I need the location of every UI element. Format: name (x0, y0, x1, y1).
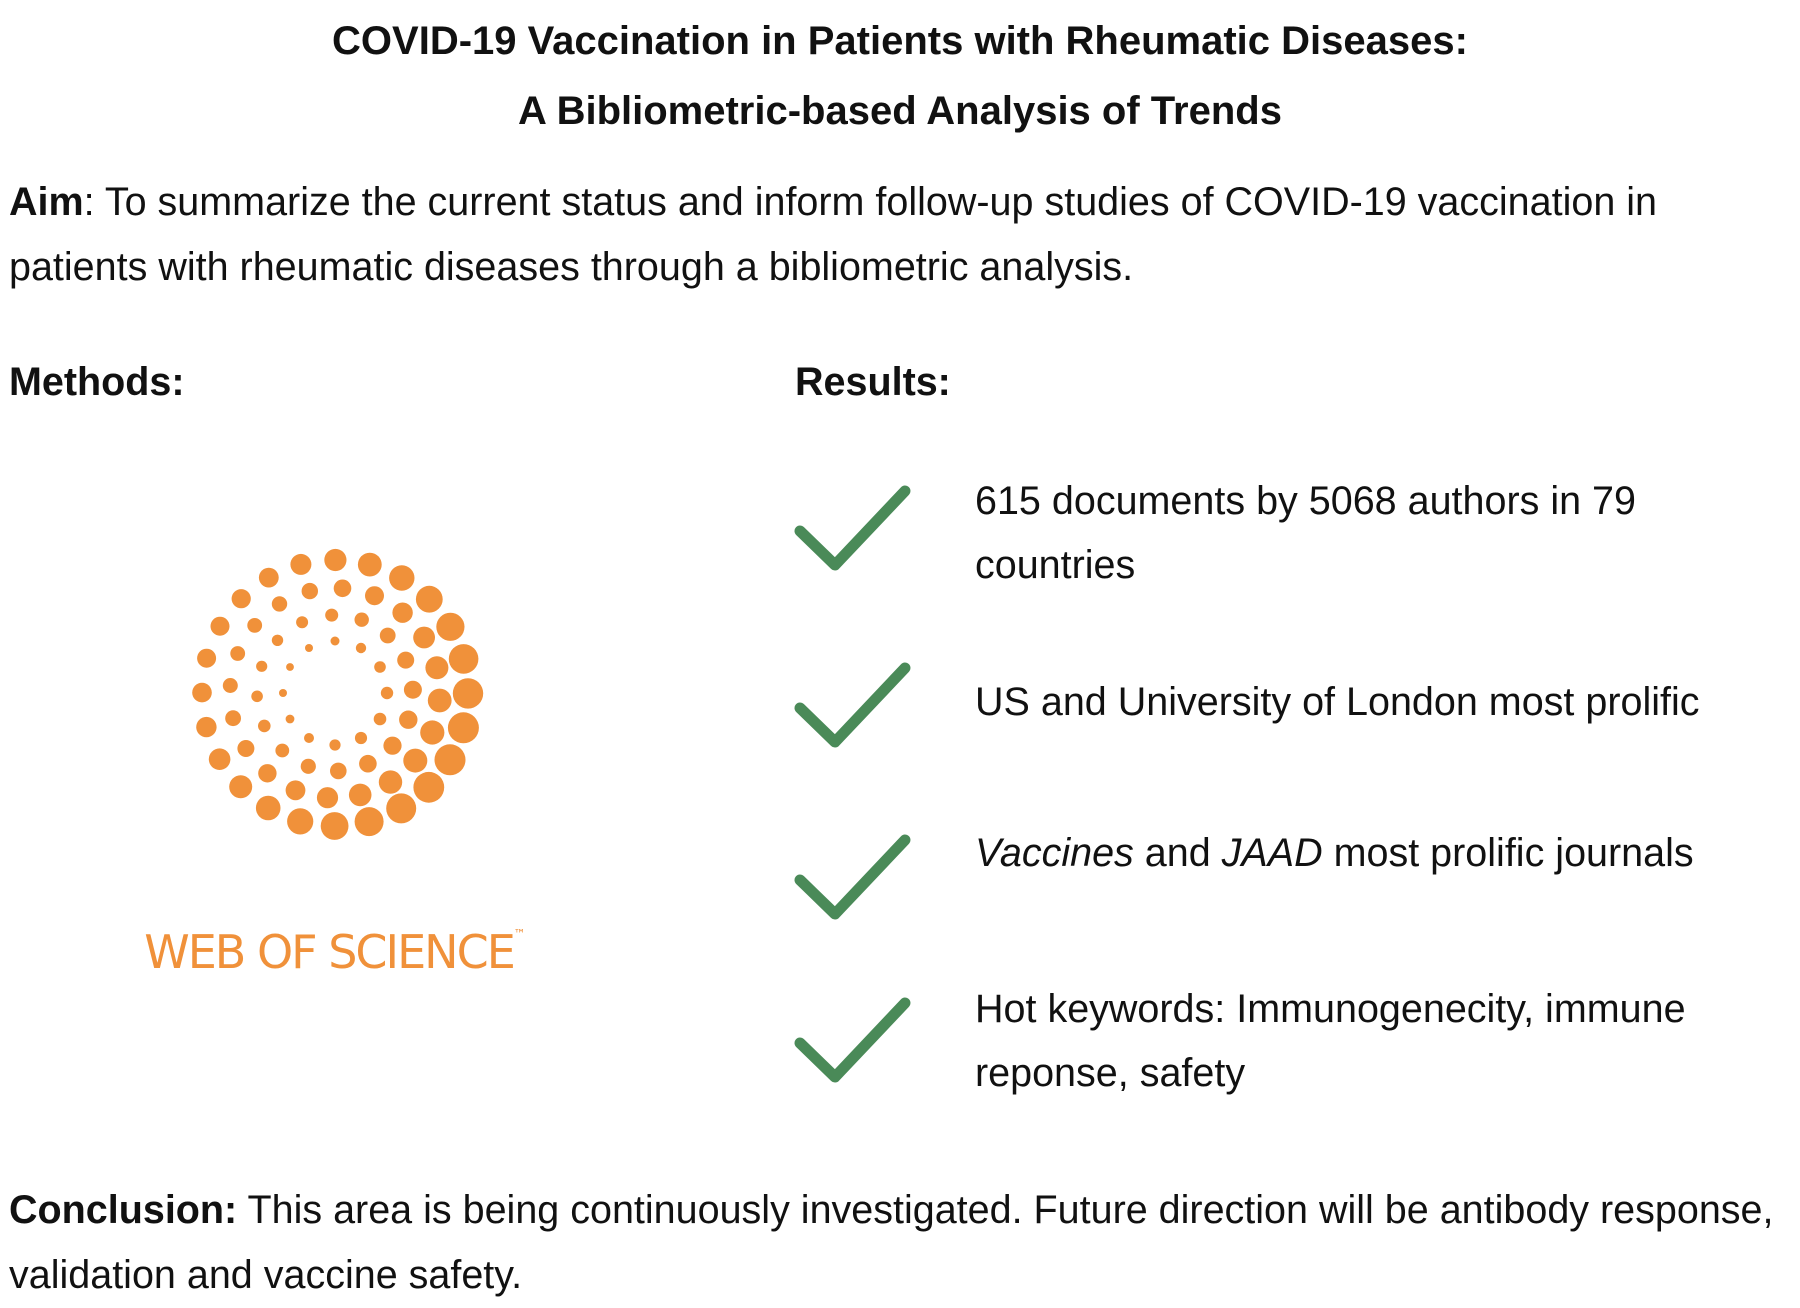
check-icon (790, 832, 920, 932)
logo-dot (223, 678, 238, 693)
logo-dot (237, 740, 254, 757)
result-3-rest: most prolific journals (1322, 831, 1694, 875)
logo-dot (287, 808, 313, 834)
logo-dot (403, 749, 427, 773)
logo-dot (290, 554, 311, 575)
logo-dot (317, 787, 338, 808)
result-item-1: 615 documents by 5068 authors in 79 countries (975, 479, 1636, 587)
logo-dot (389, 565, 414, 590)
logo-dot (386, 793, 416, 823)
logo-dot (381, 687, 393, 699)
aim-paragraph (9, 170, 1769, 300)
page-title (0, 6, 1800, 146)
logo-dot (279, 689, 287, 697)
results-heading: Results: (795, 360, 951, 404)
logo-dot (321, 812, 349, 840)
logo-dot (435, 744, 466, 775)
logo-wordmark (120, 925, 550, 979)
check-icon (790, 660, 920, 760)
logo-dot (324, 549, 346, 571)
logo-dot (399, 711, 417, 729)
result-item-4: Hot keywords: Immunogenecity, immune reponse, safety (975, 987, 1686, 1095)
logo-dot (359, 755, 377, 773)
logo-dot (355, 732, 367, 744)
title-line-2: A Bibliometric-based Analysis of Trends (518, 89, 1282, 133)
logo-dot (302, 583, 318, 599)
logo-dot (428, 689, 452, 713)
check-mark (800, 840, 905, 914)
logo-dot (453, 678, 483, 708)
logo-dot (379, 770, 402, 793)
logo-dot (355, 613, 369, 627)
logo-dot (258, 764, 276, 782)
logo-dot (305, 644, 313, 652)
aim-text: : To summarize the current status and inform follow-up studies of COVID-19 vaccination in patients with rheumatic diseases through a bibliometric analysis. (9, 180, 1658, 289)
logo-dot (420, 720, 444, 744)
logo-dot (365, 586, 384, 605)
logo-dot (334, 580, 352, 598)
conclusion-paragraph (9, 1178, 1799, 1308)
result-item-2: US and University of London most prolific (975, 680, 1700, 724)
logo-dot (355, 807, 384, 836)
logo-dot (251, 691, 263, 703)
logo-dot (325, 609, 338, 622)
logo-dot (448, 712, 479, 743)
logo-dot (358, 553, 382, 577)
web-of-science-logo (120, 530, 550, 990)
logo-dot (329, 739, 340, 750)
logo-dot (197, 649, 216, 668)
logo-dot (209, 748, 231, 770)
conclusion-text: This area is being continuously investigated. Future direction will be antibody response, validation and vaccine safety. (9, 1188, 1774, 1297)
logo-dot (425, 656, 448, 679)
logo-dot (301, 759, 316, 774)
logo-dot (380, 628, 396, 644)
logo-dot (286, 663, 294, 671)
logo-dot (436, 613, 464, 641)
logo-dot (356, 643, 366, 653)
logo-dot (259, 568, 279, 588)
logo-dot (296, 616, 308, 628)
logo-dot (330, 763, 347, 780)
logo-dot (286, 780, 306, 800)
check-mark (800, 668, 905, 742)
logo-dot (230, 646, 245, 661)
journal-vaccines: Vaccines (975, 831, 1134, 875)
logo-dot (211, 617, 230, 636)
conclusion-label: Conclusion: (9, 1188, 238, 1232)
check-mark (800, 1003, 905, 1077)
logo-dot (258, 720, 271, 733)
logo-dot (413, 627, 435, 649)
logo-dot (392, 603, 412, 623)
logo-dot (449, 644, 479, 674)
logo-dot (256, 661, 267, 672)
check-mark (800, 491, 905, 565)
result-item-3 (975, 821, 1800, 885)
logo-dot (275, 744, 289, 758)
logo-dot (397, 652, 414, 669)
logo-dot (374, 713, 387, 726)
logo-dot (196, 717, 216, 737)
logo-text: WEB OF SCIENCE (144, 925, 514, 979)
title-line-1: COVID-19 Vaccination in Patients with Rheumatic Diseases: (332, 19, 1468, 63)
logo-dot (192, 683, 212, 703)
check-icon (790, 483, 920, 583)
journal-jaad: JAAD (1221, 831, 1323, 875)
logo-dot (374, 661, 386, 673)
logo-dot (304, 733, 314, 743)
logo-dot (229, 775, 252, 798)
logo-dot (416, 586, 443, 613)
result-3-mid: and (1133, 831, 1222, 875)
logo-dot (331, 637, 340, 646)
logo-dot (232, 589, 251, 608)
methods-heading: Methods: (9, 360, 185, 404)
logo-dot (247, 618, 262, 633)
check-icon (790, 995, 920, 1095)
logo-dot (413, 772, 444, 803)
logo-dot (383, 737, 401, 755)
logo-dot (272, 596, 287, 611)
logo-dot (256, 796, 281, 821)
logo-dot (349, 784, 372, 807)
logo-dot (286, 715, 295, 724)
web-of-science-dot-mark-icon (120, 530, 550, 890)
trademark-symbol: ™ (513, 927, 526, 941)
logo-dot (404, 681, 422, 699)
aim-label: Aim (9, 180, 84, 224)
logo-dot (225, 710, 241, 726)
logo-dot (272, 635, 283, 646)
